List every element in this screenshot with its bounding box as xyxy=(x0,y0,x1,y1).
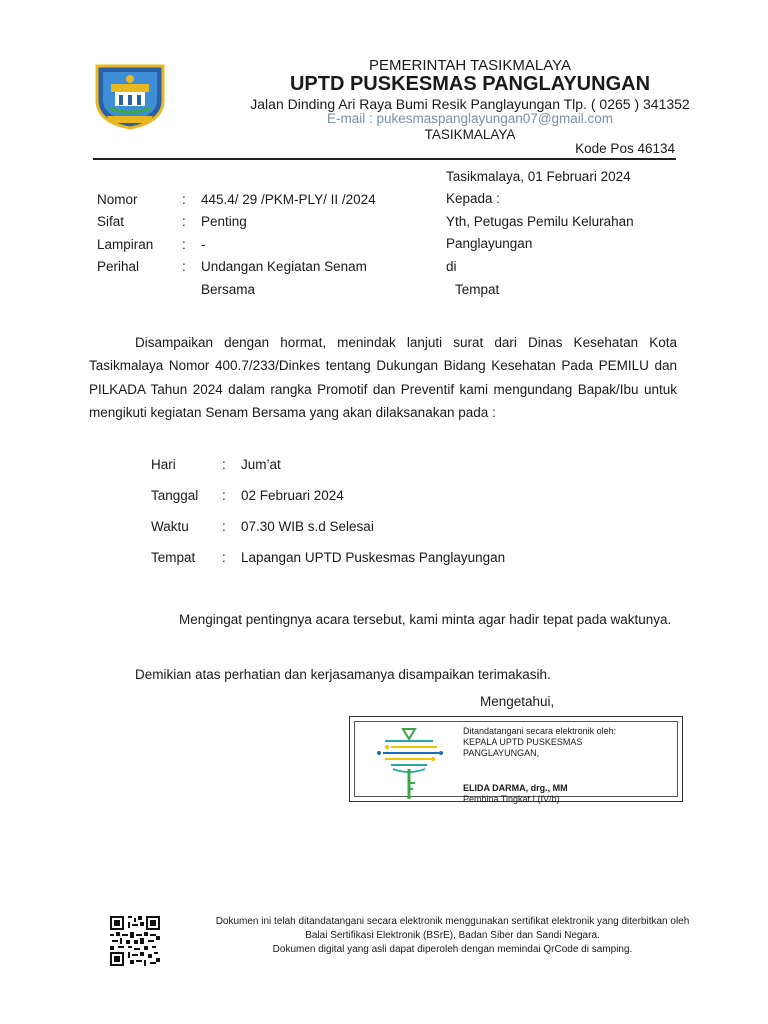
meta-nomor-value: 445.4/ 29 /PKM-PLY/ II /2024 xyxy=(201,192,376,207)
mengetahui-label: Mengetahui, xyxy=(480,694,555,709)
detail-colon: : xyxy=(222,550,226,565)
meta-lampiran-value: - xyxy=(201,237,206,252)
letterhead-institution-name: UPTD PUSKESMAS PANGLAYUNGAN xyxy=(289,73,651,95)
detail-colon: : xyxy=(222,519,226,534)
qr-code-icon[interactable] xyxy=(110,916,160,966)
recipient-line-1: Yth, Petugas Pemilu Kelurahan xyxy=(446,214,634,229)
meta-nomor-label: Nomor xyxy=(97,192,138,207)
recipient-line-2: Panglayungan xyxy=(446,236,533,251)
closing-paragraph: Demikian atas perhatian dan kerjasamanya disampaikan terimakasih. xyxy=(135,667,551,682)
detail-waktu-value: 07.30 WIB s.d Selesai xyxy=(241,519,374,534)
detail-tempat-label: Tempat xyxy=(151,550,196,565)
detail-hari-label: Hari xyxy=(151,457,176,472)
letterhead-zip-code: Kode Pos 46134 xyxy=(575,141,675,156)
detail-tempat-value: Lapangan UPTD Puskesmas Panglayungan xyxy=(241,550,506,565)
recipient-di: di xyxy=(446,259,457,274)
recipient-tempat: Tempat xyxy=(455,282,500,297)
opening-paragraph: Disampaikan dengan hormat, menindak lanjuti surat dari Dinas Kesehatan Kota Tasikmalaya Nomor 400.7/233/Dinkes tentang Dukungan Bidang Kesehatan Pada PEMILU dan PILKADA Tahun 2024 dalam rangka Promotif dan Preventif kami mengundang Bapak/Ibu untuk mengikuti kegiatan Senam Bersama yang akan dilaksanakan pada : xyxy=(89,335,677,420)
meta-sifat-value: Penting xyxy=(201,214,247,229)
meta-lampiran-label: Lampiran xyxy=(97,237,154,252)
signature-line-3: PANGLAYUNGAN, xyxy=(463,748,540,758)
signature-line-2: KEPALA UPTD PUSKESMAS xyxy=(463,737,583,747)
signature-signer-name: ELIDA DARMA, drg., MM xyxy=(463,783,568,793)
meta-perihal-value-2: Bersama xyxy=(201,282,256,297)
detail-tanggal-label: Tanggal xyxy=(151,488,199,503)
detail-colon: : xyxy=(222,457,226,472)
electronic-signature-box xyxy=(349,716,683,802)
footer-line-1: Dokumen ini telah ditandatangani secara elektronik menggunakan sertifikat elektronik yang diterbitkan oleh xyxy=(215,916,690,927)
recipient-kepada: Kepada : xyxy=(446,191,501,206)
meta-colon: : xyxy=(182,237,186,252)
meta-perihal-value-1: Undangan Kegiatan Senam xyxy=(201,259,367,274)
detail-hari-value: Jum’at xyxy=(241,457,281,472)
letterhead-city: TASIKMALAYA xyxy=(424,127,516,142)
detail-waktu-label: Waktu xyxy=(151,519,189,534)
letterhead-address: Jalan Dinding Ari Raya Bumi Resik Panglayungan Tlp. ( 0265 ) 341352 xyxy=(250,96,690,112)
detail-colon: : xyxy=(222,488,226,503)
signature-signer-rank: Pembina Tingkat I (IV/b) xyxy=(463,794,560,804)
letterhead-government: PEMERINTAH TASIKMALAYA xyxy=(369,57,571,74)
bsre-signature-emblem-icon xyxy=(371,725,445,801)
letter-date-place: Tasikmalaya, 01 Februari 2024 xyxy=(446,169,631,184)
footer-line-3: Dokumen digital yang asli dapat diperoleh dengan memindai QrCode di samping. xyxy=(272,944,633,955)
meta-perihal-label: Perihal xyxy=(97,259,140,274)
e-signature-footer-note xyxy=(180,915,725,957)
meta-sifat-label: Sifat xyxy=(97,214,125,229)
letterhead-divider xyxy=(93,158,676,160)
meta-colon: : xyxy=(182,192,186,207)
meta-colon: : xyxy=(182,214,186,229)
letterhead-email[interactable]: E-mail : pukesmaspanglayungan07@gmail.com xyxy=(326,111,614,126)
reminder-paragraph: Mengingat pentingnya acara tersebut, kami minta agar hadir tepat pada waktunya. xyxy=(179,612,672,627)
signature-line-1: Ditandatangani secara elektronik oleh: xyxy=(463,726,617,736)
footer-line-2: Balai Sertifikasi Elektronik (BSrE), Badan Siber dan Sandi Negara. xyxy=(305,930,600,941)
detail-tanggal-value: 02 Februari 2024 xyxy=(241,488,344,503)
city-emblem-logo xyxy=(93,60,167,130)
meta-colon: : xyxy=(182,259,186,274)
